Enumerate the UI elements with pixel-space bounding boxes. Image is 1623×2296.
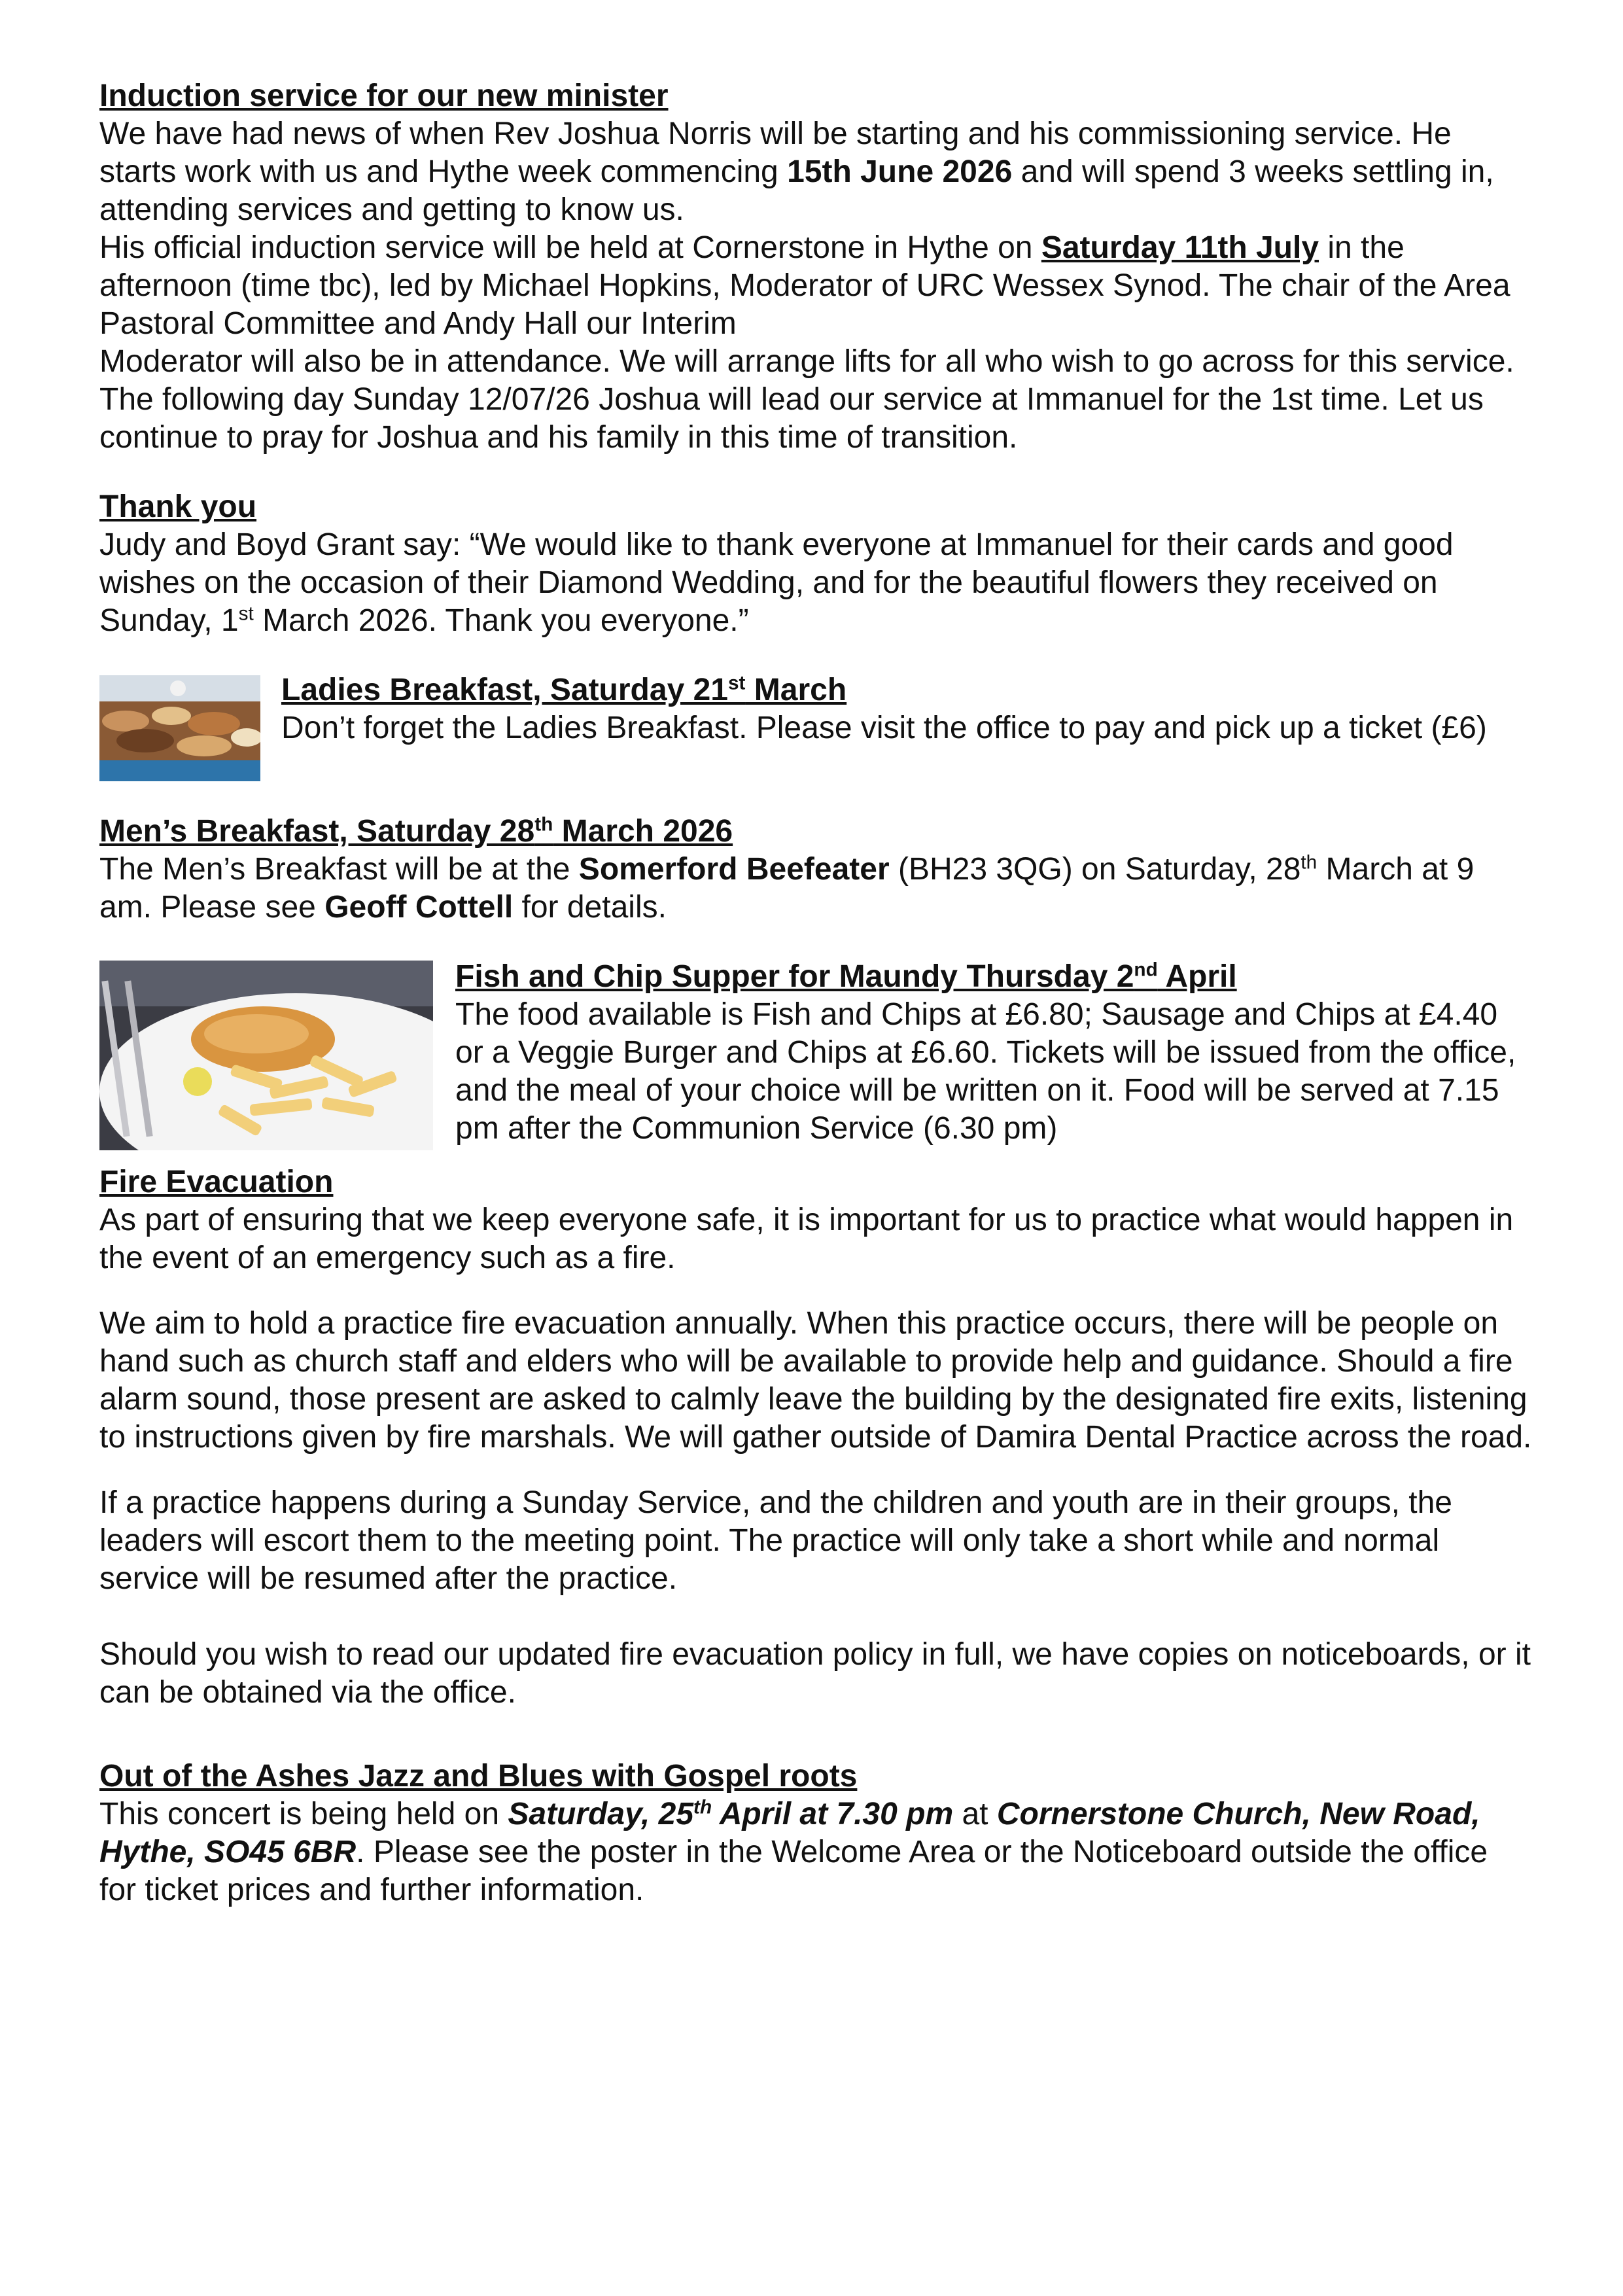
thank-you-text: Judy and Boyd Grant say: “We would like to thank everyone at Immanuel for their cards and good wishes on the occasion of their Diamond Wedding, and for the beautiful flowers they received on Sunday, 1st March 2026. Thank you everyone.” (99, 527, 1454, 638)
induction-paragraph-2: His official induction service will be held at Cornerstone in Hythe on Saturday 11th July in the afternoon (time tbc), led by Michael Hopkins, Moderator of URC Wessex Synod. The chair of the Area Pastoral Committee and Andy Hall our Interim (99, 230, 1510, 341)
thank-you-section (99, 488, 1532, 640)
fish-and-chip-section (99, 958, 1532, 1150)
fish-and-chips-illustration (99, 961, 433, 1150)
fire-evacuation-paragraph-4: Should you wish to read our updated fire evacuation policy in full, we have copies on noticeboards, or it can be obtained via the office. (99, 1637, 1531, 1710)
mens-breakfast-section (99, 813, 1532, 927)
breakfast-buffet-illustration (99, 675, 260, 781)
fish-and-chip-text-block (455, 958, 1532, 1148)
fire-evacuation-paragraph-2: We aim to hold a practice fire evacuation annually. When this practice occurs, there will be people on hand such as church staff and elders who will be available to provide help and guidance. Should a fire alarm sound, those present are asked to calmly leave the building by the designated fire exits, listening to instructions given by fire marshals. We will gather outside of Damira Dental Practice across the road. (99, 1306, 1532, 1455)
concert-section (99, 1757, 1532, 1909)
induction-heading: Induction service for our new minister (99, 79, 669, 113)
induction-paragraph-3: Moderator will also be in attendance. We will arrange lifts for all who wish to go across for this service. The following day Sunday 12/07/26 Joshua will lead our service at Immanuel for the 1st time. Let us continue to pray for Joshua and his family in this time of transition. (99, 344, 1514, 455)
induction-section (99, 77, 1532, 457)
mens-breakfast-text: The Men’s Breakfast will be at the Somerford Beefeater (BH23 3QG) on Saturday, 28th March at 9 am. Please see Geoff Cottell for details. (99, 851, 1475, 925)
fish-and-chip-text: The food available is Fish and Chips at £6.80; Sausage and Chips at £4.40 or a Veggie Burger and Chips at £6.60. Tickets will be issued from the office, and the meal of your choice will be written on it. Food will be served at 7.15 pm after the Communion Service (6.30 pm) (455, 997, 1516, 1146)
breakfast-buffet-image (99, 675, 260, 781)
ladies-breakfast-heading: Ladies Breakfast, Saturday 21st March (281, 672, 847, 707)
concert-heading: Out of the Ashes Jazz and Blues with Gospel roots (99, 1759, 858, 1793)
fire-evacuation-heading: Fire Evacuation (99, 1165, 334, 1199)
fish-and-chip-heading: Fish and Chip Supper for Maundy Thursday 2nd April (455, 959, 1237, 994)
ladies-breakfast-section (99, 671, 1532, 781)
mens-breakfast-heading: Men’s Breakfast, Saturday 28th March 2026 (99, 813, 733, 849)
newsletter-content (99, 77, 1532, 1941)
fire-evacuation-paragraph-1: As part of ensuring that we keep everyone safe, it is important for us to practice what would happen in the event of an emergency such as a fire. (99, 1203, 1514, 1275)
fire-evacuation-section (99, 1163, 1532, 1712)
concert-text: This concert is being held on Saturday, 25th April at 7.30 pm at Cornerstone Church, New Road, Hythe, SO45 6BR. Please see the poster in the Welcome Area or the Noticeboard outside the office for ticket prices and further information. (99, 1796, 1488, 1907)
fire-evacuation-paragraph-3: If a practice happens during a Sunday Service, and the children and youth are in their groups, the leaders will escort them to the meeting point. The practice will only take a short while and normal service will be resumed after the practice. (99, 1485, 1452, 1596)
ladies-breakfast-text-block (281, 671, 1487, 747)
thank-you-heading: Thank you (99, 489, 257, 524)
induction-paragraph-1: We have had news of when Rev Joshua Norris will be starting and his commissioning service. He starts work with us and Hythe week commencing 15th June 2026 and will spend 3 weeks settling in, attending services and getting to know us. (99, 116, 1494, 227)
ladies-breakfast-text: Don’t forget the Ladies Breakfast. Please visit the office to pay and pick up a ticket (£6) (281, 711, 1487, 745)
fish-and-chips-image (99, 961, 433, 1150)
